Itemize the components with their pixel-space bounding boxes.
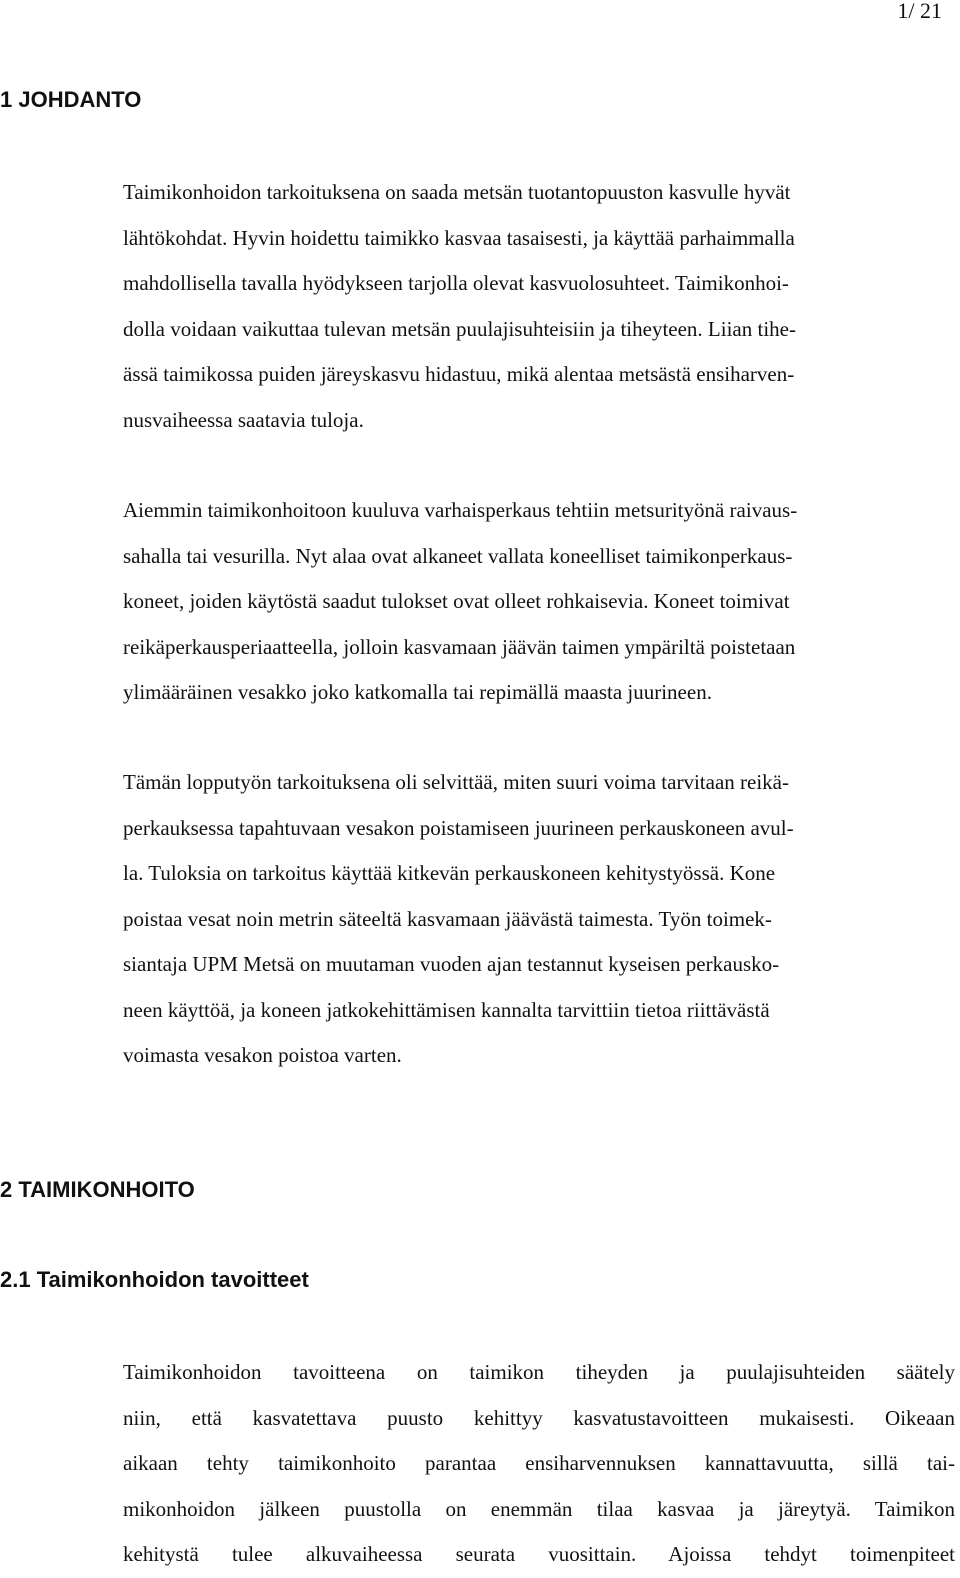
text-line: lähtökohdat. Hyvin hoidettu taimikko kasvaa tasaisesti, ja käyttää parhaimmalla [123,225,795,250]
text-line: voimasta vesakon poistoa varten. [123,1043,402,1067]
text-line: niin, että kasvatettava puusto kehittyy kasvatustavoitteen mukaisesti. Oikeaan [123,1405,955,1430]
text-line: aikaan tehty taimikonhoito parantaa ensiharvennuksen kannattavuutta, sillä tai- [123,1451,955,1475]
text-line: mikonhoidon jälkeen puustolla on enemmän tilaa kasvaa ja järeytyä. Taimikon [123,1496,955,1521]
text-line: neen käyttöä, ja koneen jatkokehittämisen kannalta tarvittiin tietoa riittävästä [123,997,770,1022]
paragraph-intro [123,170,943,443]
text-line: Tämän lopputyön tarkoituksena oli selvittää, miten suuri voima tarvitaan reikä- [123,770,789,794]
text-line: kehitystä tulee alkuvaiheessa seurata vuosittain. Ajoissa tehdyt toimenpiteet [123,1542,955,1566]
paragraph-early-clearing [123,488,943,716]
text-line: mahdollisella tavalla hyödykseen tarjolla olevat kasvuolosuhteet. Taimikonhoi- [123,271,789,295]
heading-tavoitteet: 2.1 Taimikonhoidon tavoitteet [0,1267,309,1292]
text-line: perkauksessa tapahtuvaan vesakon poistamiseen juurineen perkauskoneen avul- [123,815,794,840]
text-line: reikäperkausperiaatteella, jolloin kasvamaan jäävän taimen ympäriltä poistetaan [123,634,796,659]
page-number: 1/ 21 [897,0,942,23]
text-line: Aiemmin taimikonhoitoon kuuluva varhaisperkaus tehtiin metsurityönä raivaus- [123,498,798,522]
text-line: Taimikonhoidon tavoitteena on taimikon tiheyden ja puulajisuhteiden säätely [123,1360,955,1384]
text-line: ässä taimikossa puiden järeyskasvu hidastuu, mikä alentaa metsästä ensiharven- [123,362,795,386]
text-line: dolla voidaan vaikuttaa tulevan metsän puulajisuhteisiin ja tiheyteen. Liian tihe- [123,316,796,341]
heading-johdanto: 1 JOHDANTO [0,87,142,112]
text-line: sahalla tai vesurilla. Nyt alaa ovat alkaneet vallata koneelliset taimikonperkaus- [123,543,793,568]
paragraph-goals [123,1350,955,1578]
text-line: ylimääräinen vesakko joko katkomalla tai repimällä maasta juurineen. [123,680,712,704]
text-line: la. Tuloksia on tarkoitus käyttää kitkevän perkauskoneen kehitystyössä. Kone [123,861,776,885]
text-line: koneet, joiden käytöstä saadut tulokset ovat olleet rohkaisevia. Koneet toimivat [123,589,790,613]
heading-taimikonhoito: 2 TAIMIKONHOITO [0,1177,195,1202]
text-line: siantaja UPM Metsä on muutaman vuoden ajan testannut kyseisen perkausko- [123,952,780,976]
text-line: poistaa vesat noin metrin säteeltä kasvamaan jäävästä taimesta. Työn toimek- [123,906,772,931]
text-line: nusvaiheessa saatavia tuloja. [123,407,364,432]
text-line: Taimikonhoidon tarkoituksena on saada metsän tuotantopuuston kasvulle hyvät [123,180,791,204]
paragraph-thesis-purpose [123,760,943,1079]
